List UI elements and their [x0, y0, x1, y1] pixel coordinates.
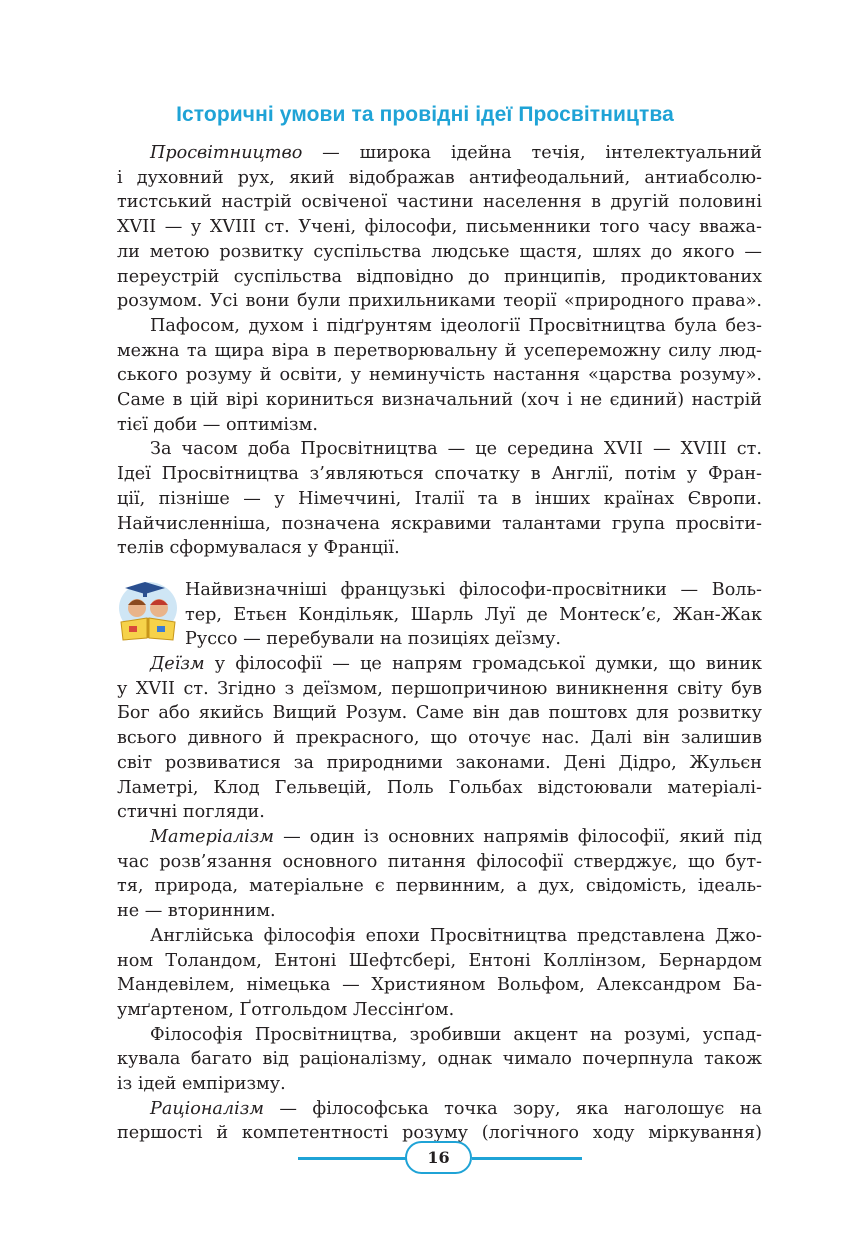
note-block: Найвизначніші французькі філософи-просвітники — Воль- тер, Етьєн Кондільяк, Шарль Луї де Монтеск’є, Жан-Жак Руссо — перебували на позиціях деїзму.: [117, 578, 762, 652]
body-text: [117, 141, 762, 1146]
paragraph-rationalism-empiricism: Філософія Просвітництва, зробивши акцент на розумі, успад- кувала багато від раціоналізму, однак чимало почерпнула також із ідей емпіризму.: [117, 1024, 762, 1095]
paragraph-deism: Деїзм у філософії — це напрям громадської думки, що виник у XVII ст. Згідно з деїзмом, першопричиною виникнення світу був Бог або якийсь Вищий Розум. Саме він дав поштовх для розвитку всього дивного й прекрасного, що оточує нас. Далі він залишив світ розвиватися за природними законами. Дені Дідро, Жульєн Ламетрі, Клод Гельвецій, Поль Гольбах відстоювали матеріалі- стичні погляди.: [117, 654, 762, 823]
paragraph-rationalism: Раціоналізм — філософська точка зору, яка наголошує на першості й компетентності розуму (логічного ходу міркування): [117, 1098, 762, 1144]
footer-rule-left: [298, 1157, 406, 1160]
paragraph-pathos: Пафосом, духом і підґрунтям ідеології Просвітництва була без- межна та щира віра в перетворювальну й усепереможну силу люд- ського розуму й освіти, у неминучість настання «царства розуму». Саме в цій вірі кориниться визначальний (хоч і не єдиний) настрій тієї доби — оптимізм.: [117, 315, 762, 435]
term-deism: Деїзм: [150, 654, 205, 675]
term-rationalism: Раціоналізм: [150, 1098, 264, 1119]
section-heading: Історичні умови та провідні ідеї Просвітництва: [176, 103, 674, 126]
term-materialism: Матеріалізм: [150, 826, 274, 847]
term-enlightenment: Просвітництво: [150, 143, 303, 163]
footer-rule-right: [472, 1157, 582, 1160]
paragraph-english-philosophy: Англійська філософія епохи Просвітництва представлена Джо- ном Толандом, Ентоні Шефтсбері, Ентоні Коллінзом, Бернардом Мандевілем, німецька — Християном Вольфом, Александром Ба- умґартеном, Ґотгольдом Лессінґом.: [117, 925, 762, 1020]
paragraph-materialism: Матеріалізм — один із основних напрямів філософії, який під час розв’язання основного питання філософії стверджує, що бут- тя, природа, матеріальне є первинним, а дух, свідомість, ідеаль- не — вторинним.: [117, 826, 762, 922]
paragraph-period: За часом доба Просвітництва — це середина XVII — XVIII ст. Ідеї Просвітництва з’являються спочатку в Англії, потім у Фран- ції, пізніше — у Німеччині, Італії та в інших країнах Європи. Найчисленніша, позначена яскравими талантами група просвіти- телів сформувалася у Франції.: [117, 439, 762, 559]
reading-children-book-icon: [117, 578, 179, 642]
page-number: 16: [405, 1141, 472, 1174]
paragraph-enlightenment: Просвітництво — широка ідейна течія, інтелектуальний і духовний рух, який відображав антифеодальний, антиабсолю- тистський настрій освіченої частини населення в другій половині XVII — у XVIII ст. Учені, філософи, письменники того часу вважа- ли метою розвитку суспільства людське щастя, шлях до якого — переустрій суспільства відповідно до принципів, продиктованих розумом. Усі вони були прихильниками теорії «природного права».: [117, 143, 762, 312]
